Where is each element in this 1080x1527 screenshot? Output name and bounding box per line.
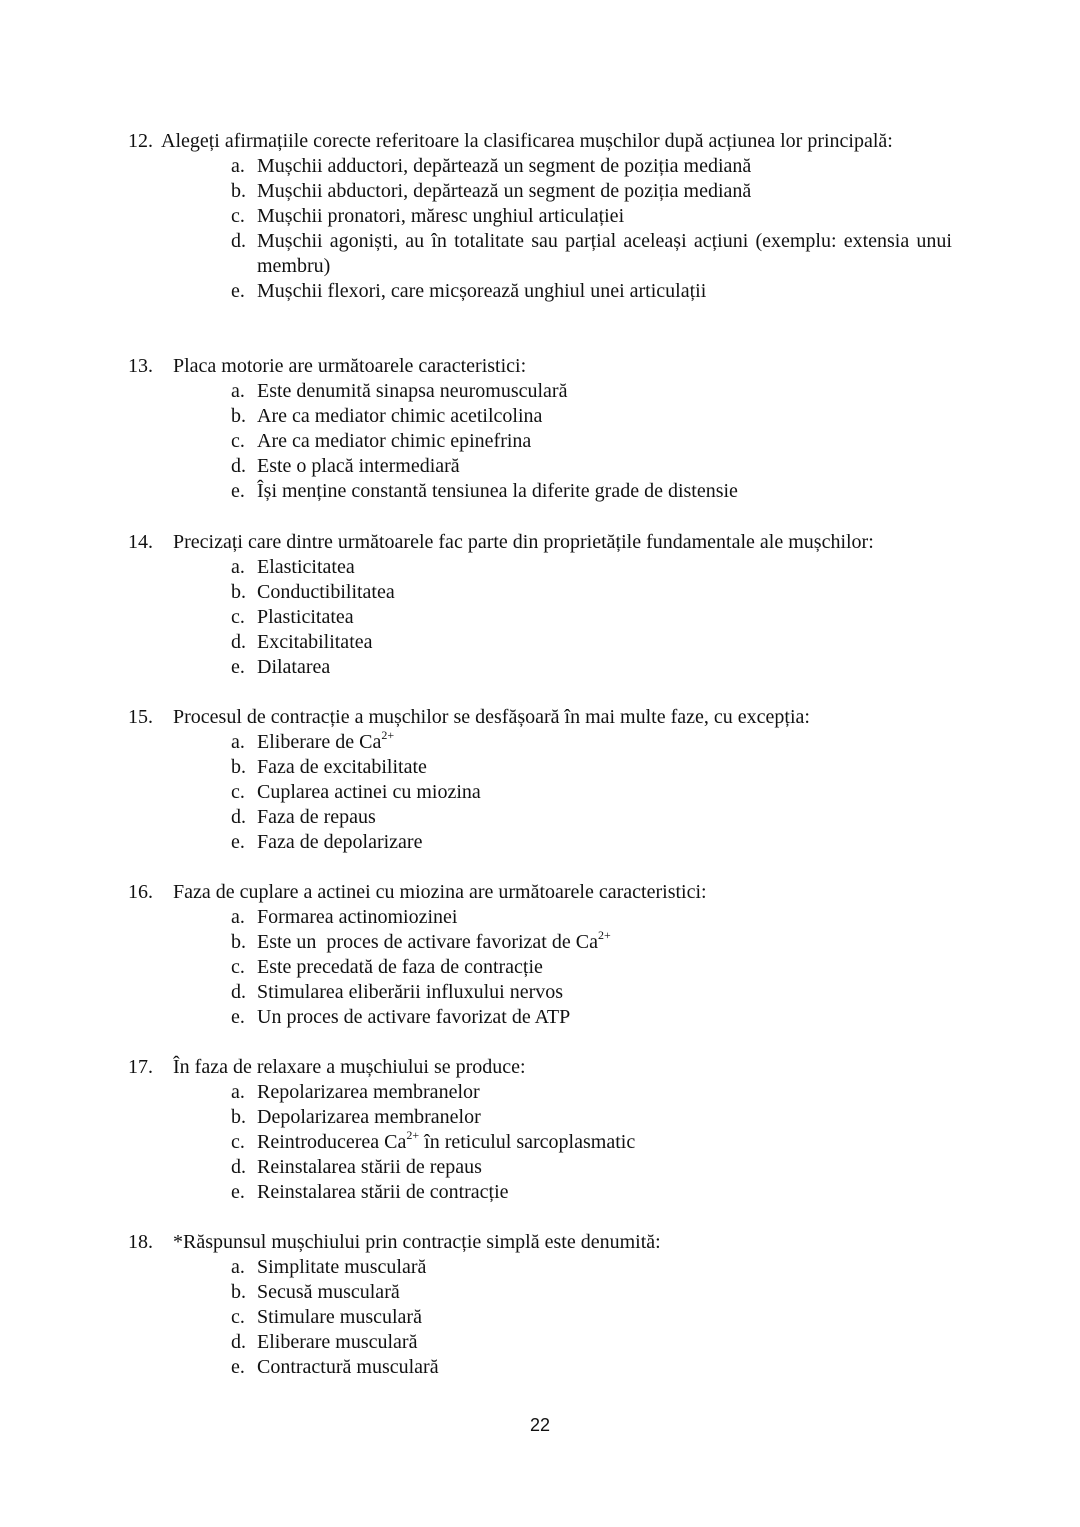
option-letter: d. — [231, 230, 246, 252]
option-d — [231, 980, 952, 1005]
page-number: 22 — [529, 1415, 551, 1435]
question-title — [128, 129, 952, 154]
question-title — [128, 880, 952, 905]
option-letter: a. — [231, 731, 245, 753]
option-letter: b. — [231, 1281, 246, 1303]
option-text-continued: în reticulul sarcoplasmatic — [419, 1131, 636, 1153]
question-text: În faza de relaxare a mușchiului se produce: — [173, 1056, 526, 1078]
option-text: Este denumită sinapsa neuromusculară — [257, 380, 568, 402]
question-title — [128, 530, 952, 555]
question-number: 17. — [128, 1056, 153, 1078]
option-text: Stimulare musculară — [257, 1306, 422, 1328]
option-letter: b. — [231, 581, 246, 603]
option-letter: a. — [231, 556, 245, 578]
option-b — [231, 1105, 952, 1130]
option-c — [231, 1305, 952, 1330]
option-a — [231, 905, 952, 930]
option-text: Reintroducerea Ca — [257, 1131, 407, 1153]
option-letter: c. — [231, 1306, 245, 1328]
question-number: 18. — [128, 1231, 153, 1253]
option-letter: d. — [231, 1331, 246, 1353]
option-list — [128, 555, 952, 680]
option-text: Contractură musculară — [257, 1356, 439, 1378]
option-text: Stimularea eliberării influxului nervos — [257, 981, 564, 1003]
option-text: Mușchii agoniști, au în totalitate sau parțial aceleași acțiuni (exemplu: extensia unui membru) — [257, 230, 952, 277]
option-e — [231, 1355, 952, 1380]
option-text: Este precedată de faza de contracție — [257, 956, 543, 978]
option-b — [231, 930, 952, 955]
question-text: Placa motorie are următoarele caracteristici: — [173, 355, 527, 377]
option-text: Este un proces de activare favorizat de Ca — [257, 931, 598, 953]
question-number: 14. — [128, 531, 153, 553]
option-list — [128, 1080, 952, 1205]
option-text: Eliberare musculară — [257, 1331, 418, 1353]
option-a — [231, 154, 952, 179]
question-text: Procesul de contracție a mușchilor se desfășoară în mai multe faze, cu excepția: — [173, 706, 810, 728]
option-letter: c. — [231, 956, 245, 978]
option-c — [231, 955, 952, 980]
superscript-charge: 2+ — [381, 728, 395, 742]
option-letter: b. — [231, 931, 246, 953]
option-a — [231, 1080, 952, 1105]
option-letter: c. — [231, 1131, 245, 1153]
option-e — [231, 1005, 952, 1030]
option-text: Depolarizarea membranelor — [257, 1106, 481, 1128]
option-b — [231, 1280, 952, 1305]
option-text: Mușchii adductori, depărtează un segment de poziția mediană — [257, 155, 752, 177]
option-c — [231, 605, 952, 630]
option-letter: e. — [231, 831, 245, 853]
option-b — [231, 755, 952, 780]
option-a — [231, 1255, 952, 1280]
option-letter: a. — [231, 906, 245, 928]
option-a — [231, 555, 952, 580]
option-letter: b. — [231, 756, 246, 778]
option-list — [128, 154, 952, 304]
question-title — [128, 354, 952, 379]
option-letter: a. — [231, 155, 245, 177]
option-letter: d. — [231, 806, 246, 828]
option-letter: a. — [231, 380, 245, 402]
option-c — [231, 1130, 952, 1155]
question-title — [128, 1055, 952, 1080]
question-12 — [128, 129, 952, 304]
option-text: Eliberare de Ca — [257, 731, 382, 753]
option-text: Mușchii flexori, care micșorează unghiul unei articulații — [257, 280, 707, 302]
option-letter: d. — [231, 1156, 246, 1178]
option-text: Formarea actinomiozinei — [257, 906, 458, 928]
option-text: Conductibilitatea — [257, 581, 395, 603]
option-e — [231, 479, 952, 504]
option-letter: b. — [231, 405, 246, 427]
question-number: 12. — [128, 130, 153, 152]
option-text: Reinstalarea stării de repaus — [257, 1156, 482, 1178]
question-number: 13. — [128, 355, 153, 377]
option-e — [231, 1180, 952, 1205]
question-13 — [128, 354, 952, 504]
option-list — [128, 379, 952, 504]
option-c — [231, 204, 952, 229]
option-text: Reinstalarea stării de contracție — [257, 1181, 509, 1203]
option-c — [231, 780, 952, 805]
option-text: Elasticitatea — [257, 556, 355, 578]
option-letter: e. — [231, 1356, 245, 1378]
option-letter: c. — [231, 205, 245, 227]
question-17 — [128, 1055, 952, 1205]
option-d — [231, 1155, 952, 1180]
question-text: Faza de cuplare a actinei cu miozina are următoarele caracteristici: — [173, 881, 707, 903]
option-letter: a. — [231, 1256, 245, 1278]
option-text: Mușchii pronatori, măresc unghiul articulației — [257, 205, 625, 227]
option-letter: e. — [231, 280, 245, 302]
option-letter: c. — [231, 606, 245, 628]
option-d — [231, 630, 952, 655]
option-letter: e. — [231, 1006, 245, 1028]
option-letter: a. — [231, 1081, 245, 1103]
option-text: Dilatarea — [257, 656, 331, 678]
option-text: Excitabilitatea — [257, 631, 373, 653]
question-text: *Răspunsul mușchiului prin contracție simplă este denumită: — [173, 1231, 661, 1253]
question-number: 16. — [128, 881, 153, 903]
option-text: Faza de repaus — [257, 806, 376, 828]
option-text: Faza de excitabilitate — [257, 756, 427, 778]
option-e — [231, 279, 952, 304]
option-letter: b. — [231, 180, 246, 202]
option-letter: d. — [231, 631, 246, 653]
option-e — [231, 655, 952, 680]
option-list — [128, 730, 952, 855]
option-text: Mușchii abductori, depărtează un segment de poziția mediană — [257, 180, 752, 202]
option-b — [231, 580, 952, 605]
option-text: Are ca mediator chimic epinefrina — [257, 430, 532, 452]
option-text: Simplitate musculară — [257, 1256, 427, 1278]
option-a — [231, 730, 952, 755]
option-letter: e. — [231, 480, 245, 502]
option-text: Repolarizarea membranelor — [257, 1081, 480, 1103]
question-14 — [128, 530, 952, 680]
option-b — [231, 404, 952, 429]
question-18 — [128, 1230, 952, 1380]
option-text: Secusă musculară — [257, 1281, 400, 1303]
option-letter: d. — [231, 981, 246, 1003]
option-letter: c. — [231, 430, 245, 452]
question-title — [128, 705, 952, 730]
option-b — [231, 179, 952, 204]
question-title — [128, 1230, 952, 1255]
option-text: Faza de depolarizare — [257, 831, 423, 853]
option-a — [231, 379, 952, 404]
option-d — [231, 805, 952, 830]
option-letter: e. — [231, 656, 245, 678]
option-d — [231, 454, 952, 479]
option-letter: c. — [231, 781, 245, 803]
superscript-charge: 2+ — [406, 1128, 420, 1142]
option-letter: b. — [231, 1106, 246, 1128]
option-list — [128, 905, 952, 1030]
question-number: 15. — [128, 706, 153, 728]
option-text: Are ca mediator chimic acetilcolina — [257, 405, 543, 427]
option-letter: e. — [231, 1181, 245, 1203]
option-list — [128, 1255, 952, 1380]
option-d — [231, 229, 952, 279]
question-text: Alegeți afirmațiile corecte referitoare la clasificarea mușchilor după acțiunea lor principală: — [161, 130, 893, 152]
option-letter: d. — [231, 455, 246, 477]
option-text: Un proces de activare favorizat de ATP — [257, 1006, 571, 1028]
option-c — [231, 429, 952, 454]
option-text: Cuplarea actinei cu miozina — [257, 781, 481, 803]
option-text: Este o placă intermediară — [257, 455, 460, 477]
question-text: Precizați care dintre următoarele fac parte din proprietățile fundamentale ale mușchilor: — [173, 531, 874, 553]
option-d — [231, 1330, 952, 1355]
question-16 — [128, 880, 952, 1030]
superscript-charge: 2+ — [597, 928, 611, 942]
option-text: Plasticitatea — [257, 606, 354, 628]
option-e — [231, 830, 952, 855]
question-15 — [128, 705, 952, 855]
option-text: Își menține constantă tensiunea la diferite grade de distensie — [257, 480, 738, 502]
